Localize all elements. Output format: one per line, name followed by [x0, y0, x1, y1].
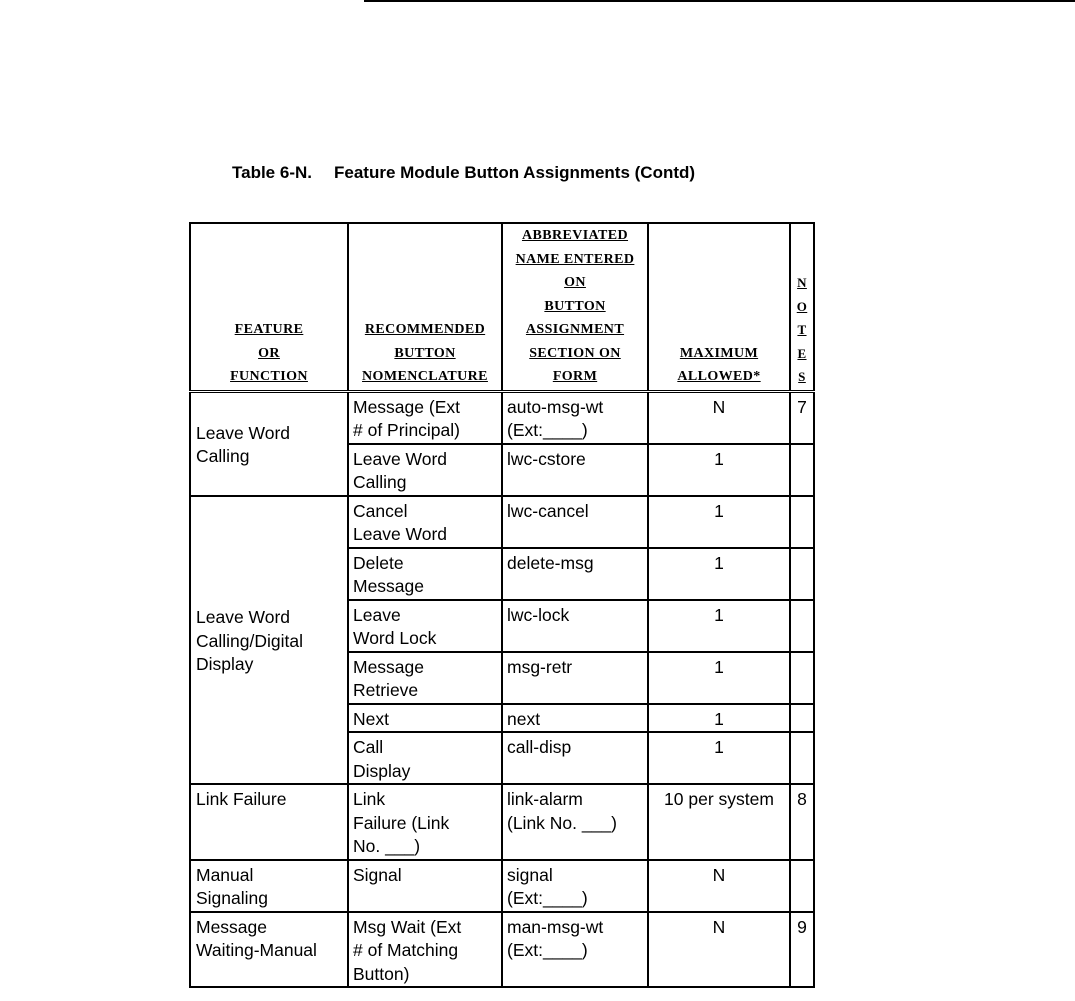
note-cell	[790, 704, 814, 733]
note-cell	[790, 548, 814, 600]
max-cell: 1	[648, 600, 790, 652]
header-notes: N O T E S	[790, 223, 814, 391]
top-rule	[364, 0, 1075, 2]
table-number: Table 6-N.	[232, 163, 312, 182]
nomenclature-cell: Link Failure (Link No. ___)	[348, 784, 502, 860]
nomenclature-cell: Leave Word Lock	[348, 600, 502, 652]
header-abbrev: ABBREVIATED NAME ENTERED ON BUTTON ASSIGNMENT SECTION ON FORM	[502, 223, 648, 391]
header-row	[190, 223, 814, 391]
nomenclature-cell: Message (Ext # of Principal)	[348, 391, 502, 444]
nomenclature-cell: Message Retrieve	[348, 652, 502, 704]
abbrev-cell: lwc-cancel	[502, 496, 648, 548]
abbrev-cell: link-alarm (Link No. ___)	[502, 784, 648, 860]
feature-cell: Message Waiting-Manual	[190, 912, 348, 988]
note-cell	[790, 600, 814, 652]
max-cell: 10 per system	[648, 784, 790, 860]
nomenclature-cell: Msg Wait (Ext # of Matching Button)	[348, 912, 502, 988]
abbrev-cell: man-msg-wt (Ext:____)	[502, 912, 648, 988]
nomenclature-cell: Delete Message	[348, 548, 502, 600]
note-cell: 9	[790, 912, 814, 988]
max-cell: N	[648, 391, 790, 444]
max-cell: 1	[648, 704, 790, 733]
abbrev-cell: next	[502, 704, 648, 733]
note-cell	[790, 732, 814, 784]
abbrev-cell: call-disp	[502, 732, 648, 784]
nomenclature-cell: Next	[348, 704, 502, 733]
table-row	[190, 860, 814, 912]
max-cell: 1	[648, 496, 790, 548]
abbrev-cell: signal (Ext:____)	[502, 860, 648, 912]
note-cell	[790, 652, 814, 704]
nomenclature-cell: Call Display	[348, 732, 502, 784]
abbrev-cell: auto-msg-wt (Ext:____)	[502, 391, 648, 444]
max-cell: 1	[648, 732, 790, 784]
note-cell	[790, 444, 814, 496]
table-title: Feature Module Button Assignments (Contd)	[333, 163, 696, 182]
abbrev-cell: lwc-cstore	[502, 444, 648, 496]
table-row	[190, 784, 814, 860]
nomenclature-cell: Cancel Leave Word	[348, 496, 502, 548]
feature-cell: Manual Signaling	[190, 860, 348, 912]
button-assignments-table	[189, 222, 815, 988]
nomenclature-cell: Signal	[348, 860, 502, 912]
note-cell	[790, 860, 814, 912]
nomenclature-cell: Leave Word Calling	[348, 444, 502, 496]
feature-cell: Leave Word Calling/Digital Display	[190, 496, 348, 785]
table-row	[190, 912, 814, 988]
note-cell: 8	[790, 784, 814, 860]
feature-cell: Leave Word Calling	[190, 391, 348, 496]
note-cell	[790, 496, 814, 548]
header-nomenclature: RECOMMENDED BUTTON NOMENCLATURE	[348, 223, 502, 391]
table-row	[190, 391, 814, 444]
note-cell: 7	[790, 391, 814, 444]
table-caption	[232, 163, 832, 183]
abbrev-cell: msg-retr	[502, 652, 648, 704]
max-cell: 1	[648, 444, 790, 496]
max-cell: 1	[648, 548, 790, 600]
abbrev-cell: lwc-lock	[502, 600, 648, 652]
header-feature: FEATURE OR FUNCTION	[190, 223, 348, 391]
table-row	[190, 496, 814, 548]
max-cell: N	[648, 912, 790, 988]
max-cell: 1	[648, 652, 790, 704]
max-cell: N	[648, 860, 790, 912]
feature-cell: Link Failure	[190, 784, 348, 860]
header-maximum: MAXIMUM ALLOWED*	[648, 223, 790, 391]
abbrev-cell: delete-msg	[502, 548, 648, 600]
